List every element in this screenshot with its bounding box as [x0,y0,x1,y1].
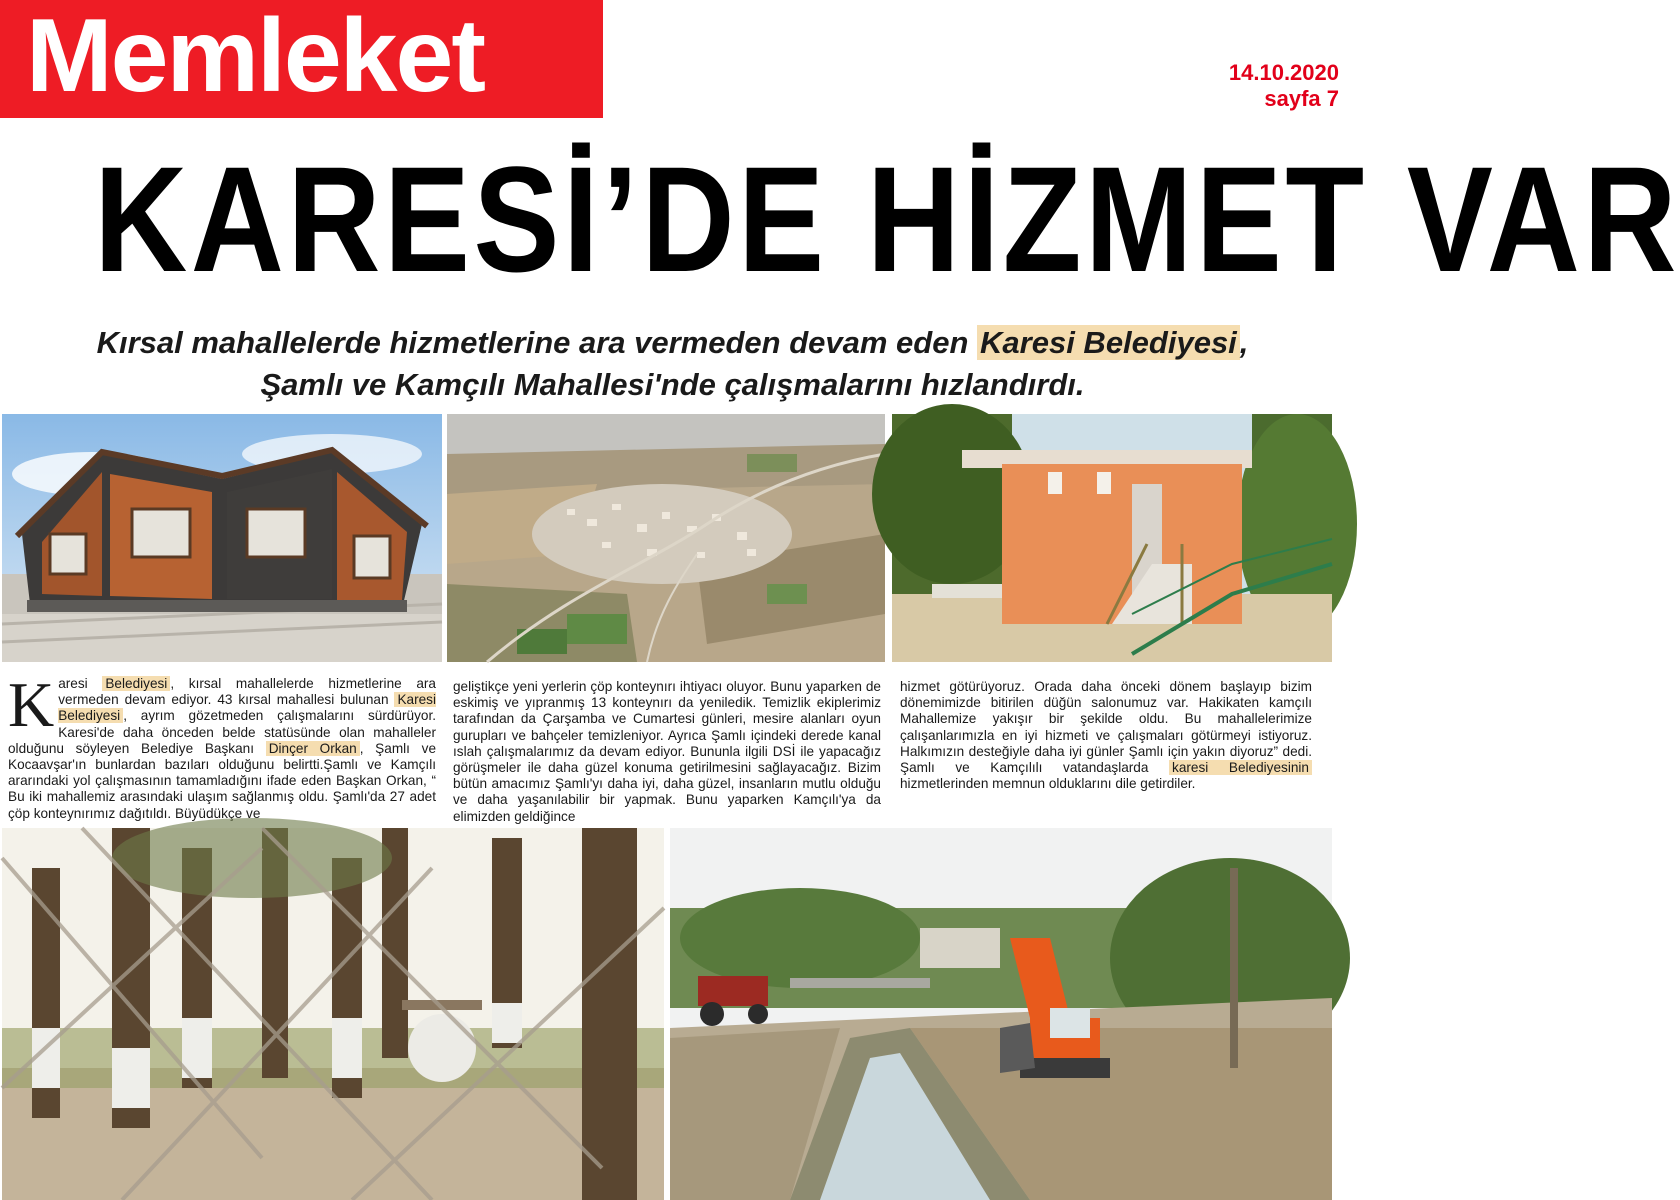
col1-seg: Dinçer Orkan [266,741,360,756]
photo-park-fence [2,828,664,1200]
article-column-1 [8,669,436,822]
photo-canal-excavator [670,828,1332,1200]
col3-seg: hizmet götürüyoruz. Orada daha önceki dönem başlayıp bizim dönemimizde bitirilen düğün salonumuz var. Hakikaten kamçılı Mahallemize yakışır bir şekilde oldu. Bu mahallelerimize çalışanlarımızla en iyi hizmeti ve çalışmaları götürmeyi istiyoruz. Halkımızın desteğiyle daha iyi günler Şamlı için yakın diyoruz” dedi. Şamlı ve Kamçılılı vatandaşlarda [900,679,1312,776]
col1-seg: aresi [58,676,103,691]
dropcap: K [8,669,55,740]
col1-seg: , kırsal mahallelerde hizmetlerine ara vermeden devam ediyor. 43 kırsal mahallesi bulunan [58,676,436,708]
col3-seg: karesi Belediyesinin [1169,760,1312,775]
issue-date: 14.10.2020 [1228,60,1339,85]
spot-highlight: Karesi Belediyesi [977,325,1240,360]
photo-toilet-building [892,414,1332,662]
page-number: sayfa 7 [1264,86,1339,111]
masthead-logo: Memleket [0,0,603,118]
col1-seg: Belediyesi [102,676,170,691]
article-headline: KARESİ’DE HİZMET VAR [94,135,1680,303]
photo-aerial-village [447,414,885,662]
col3-seg: hizmetlerinden memnun olduklarını dile getirdiler. [900,776,1196,792]
spot-part1: Kırsal mahallelerde hizmetlerine ara vermeden devam eden [96,325,978,360]
dateline [1139,60,1339,112]
col2-seg: geliştikçe yeni yerlerin çöp konteynırı ihtiyacı oluyor. Bunu yaparken de eskimiş ve yıpranmış 13 konteynırı da yeniledik. Temizlik ekiplerimiz tarafından da Çarşamba ve Cumartesi günleri, mesire alanları oyun gurupları ve bahçeler temizleniyor. Ayrıca Şamlı içindeki derede kanal ıslah çalışmalarımız da devam ediyor. Bununla ilgili DSİ ile yapacağız görüşmeler ile daha güzel konuma getirilmesini sağlayacağız. Bizim bütün amacımız Şamlı'yı daha iyi, daha güzel, insanların mutlu olduğu ve daha yaşanılabilir bir yapmak. Bunu yaparken Kamçılı'ya da elimizden geldiğince [453,679,881,824]
col1-seg: Karesi Belediyesi [58,692,436,724]
article-column-2 [453,679,881,825]
photo-wedding-hall [2,414,442,662]
spot-part2: , Şamlı ve Kamçılı Mahallesi'nde çalışmalarını hızlandırdı. [260,325,1249,402]
col1-seg: , ayrım gözetmeden çalışmalarını sürdürüyor. Karesi'de daha önceden belde statüsünde olan mahalleler olduğunu söyleyen Belediye Başkanı [8,708,436,756]
article-column-3 [900,679,1312,792]
col1-seg: , Şamlı ve Kocaavşar'ın bunlardan bazıları olduğunu belirtti.Şamlı ve Kamçılı ararındaki yol çalışmasının tamamladığını ifade eden Başkan Orkan, “ Bu iki mahallemiz arasındaki ulaşım sağlanmış oldu. Şamlı'da 27 adet çöp konteynırımız dağıtıldı. Büyüdükçe ve [8,740,436,821]
article-spot [80,322,1265,406]
